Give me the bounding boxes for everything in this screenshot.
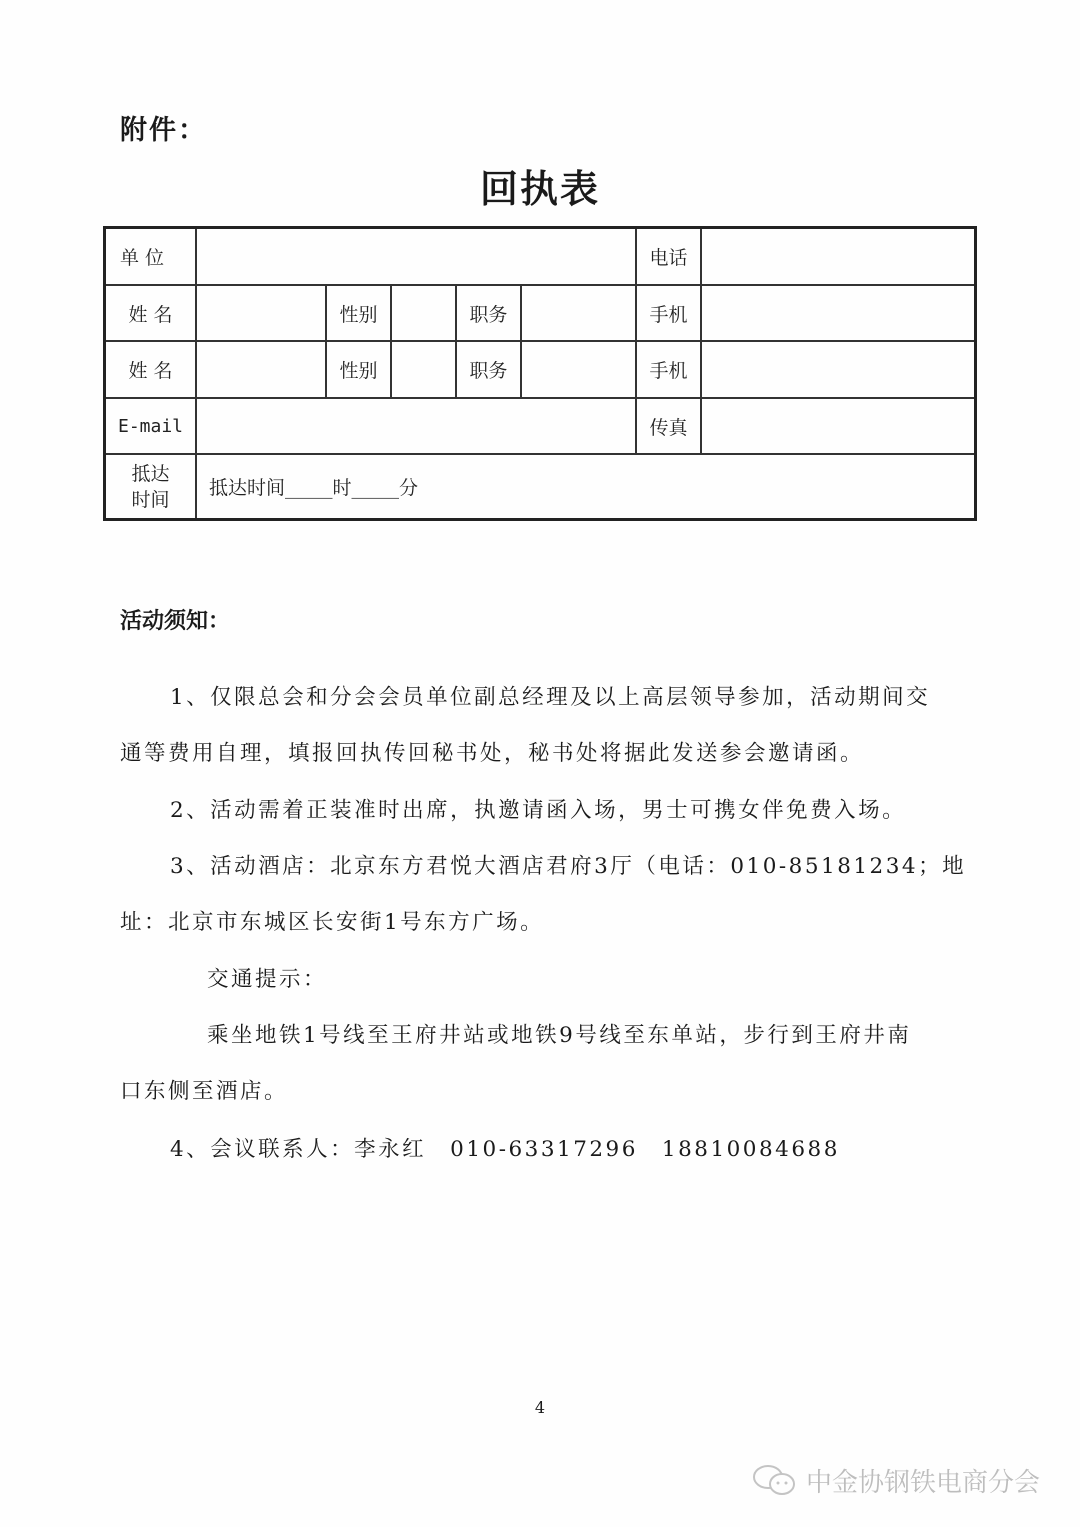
position-label-2: 职务 xyxy=(469,360,508,382)
arrival-time-field[interactable]: 抵达时间_____时_____分 xyxy=(209,477,419,499)
position-field-2[interactable] xyxy=(522,342,635,397)
position-field-1[interactable] xyxy=(522,286,635,340)
name-label-2: 姓 名 xyxy=(128,360,173,382)
name-label-1: 姓 名 xyxy=(128,303,173,326)
fax-field[interactable] xyxy=(702,399,974,453)
mobile-label-1: 手机 xyxy=(649,303,688,326)
mobile-field-1[interactable] xyxy=(702,286,974,340)
note-item-4: 4、会议联系人：李永红 010-63317296 18810084688 xyxy=(170,1137,840,1162)
gender-field-2[interactable] xyxy=(392,342,455,397)
gender-field-1[interactable] xyxy=(392,286,455,340)
email-label: E-mail xyxy=(117,415,184,437)
gender-label-1: 性别 xyxy=(339,303,378,326)
note-item-1: 1、仅限总会和分会会员单位副总经理及以上高层领导参加，活动期间交 xyxy=(170,685,931,710)
note-item-3-cont: 址：北京市东城区长安街1号东方广场。 xyxy=(120,910,545,935)
name-field-2[interactable] xyxy=(197,342,325,397)
note-item-1-cont: 通等费用自理，填报回执传回秘书处，秘书处将据此发送参会邀请函。 xyxy=(120,741,865,766)
arrival-label-line1: 抵达 xyxy=(131,462,170,485)
arrival-label-line2: 时间 xyxy=(131,488,170,511)
name-field-1[interactable] xyxy=(197,286,325,340)
phone-field[interactable] xyxy=(702,229,974,284)
wechat-icon xyxy=(752,1464,798,1498)
page-title: 回执表 xyxy=(479,167,600,211)
gender-label-2: 性别 xyxy=(339,360,378,382)
phone-label: 电话 xyxy=(649,247,688,269)
transit-text-cont: 口东侧至酒店。 xyxy=(120,1079,289,1104)
note-item-2: 2、活动需着正装准时出席，执邀请函入场，男士可携女伴免费入场。 xyxy=(170,798,907,823)
unit-label-text: 单 位 xyxy=(120,247,165,269)
attachment-label: 附件： xyxy=(120,115,207,146)
unit-field[interactable] xyxy=(197,229,635,284)
arrival-label xyxy=(106,455,195,518)
transit-heading: 交通提示： xyxy=(207,967,328,992)
receipt-form-table xyxy=(103,226,977,521)
position-label-1: 职务 xyxy=(469,303,508,326)
watermark-text: 中金协钢铁电商分会 xyxy=(806,1468,1041,1498)
note-item-3: 3、活动酒店：北京东方君悦大酒店君府3厅（电话：010-85181234；地 xyxy=(170,854,967,879)
email-field[interactable] xyxy=(197,399,635,453)
page-number: 4 xyxy=(534,1398,546,1417)
fax-label: 传真 xyxy=(649,416,688,439)
mobile-label-2: 手机 xyxy=(649,360,688,382)
unit-label xyxy=(106,229,195,284)
transit-text: 乘坐地铁1号线至王府井站或地铁9号线至东单站，步行到王府井南 xyxy=(207,1023,912,1048)
notes-heading: 活动须知： xyxy=(120,609,231,634)
mobile-field-2[interactable] xyxy=(702,342,974,397)
watermark xyxy=(752,1462,1040,1499)
